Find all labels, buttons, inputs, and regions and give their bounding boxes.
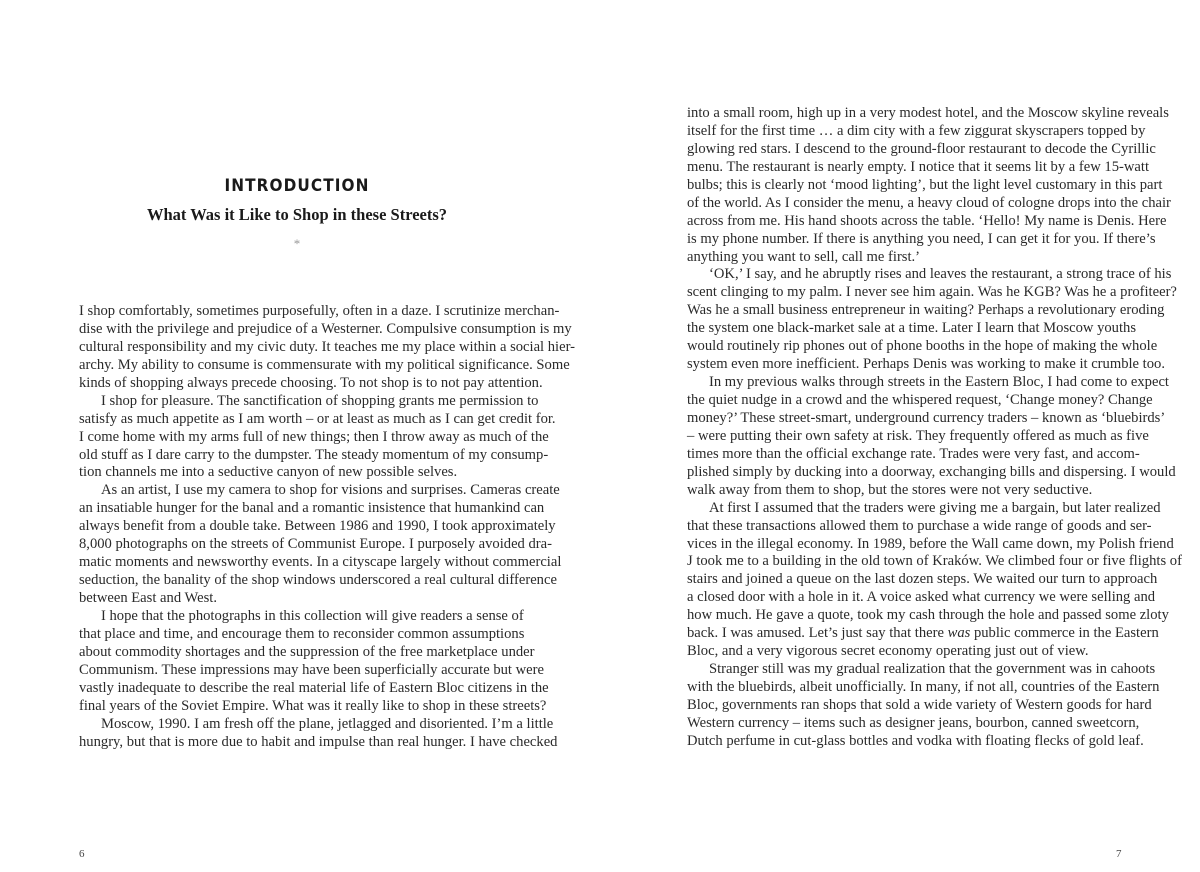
text-line: I come home with my arms full of new things; then I throw away as much of the (79, 428, 549, 445)
text-line: would routinely rip phones out of phone booths in the hope of making the whole (687, 338, 1158, 355)
text-line: At first I assumed that the traders were giving me a bargain, but later realized (709, 499, 1161, 516)
text-line: the quiet nudge in a crowd and the whispered request, ‘Change money? Change (687, 392, 1153, 408)
text-line: J took me to a building in the old town of Kraków. We climbed four or five flights of (687, 553, 1182, 570)
text-line: final years of the Soviet Empire. What was it really like to shop in these streets? (79, 697, 547, 714)
paragraph (79, 715, 558, 752)
text-line: about commodity shortages and the suppression of the free marketplace under (79, 643, 535, 660)
text-line: vices in the illegal economy. In 1989, before the Wall came down, my Polish friend (687, 535, 1174, 552)
emphasis: was (947, 625, 971, 642)
text-line: always benefit from a double take. Between 1986 and 1990, I took approximately (79, 518, 556, 535)
text-line: Bloc, governments ran shops that sold a wide variety of Western goods for hard (687, 696, 1152, 713)
paragraph (687, 499, 1182, 661)
paragraph (687, 105, 1171, 266)
text-line: seduction, the banality of the shop windows underscored a real cultural difference (79, 572, 557, 589)
paragraph (687, 266, 1177, 374)
paragraph (687, 661, 1160, 751)
paragraph (79, 303, 576, 393)
text-line: vastly inadequate to describe the real material life of Eastern Bloc citizens in the (79, 679, 549, 696)
text-line: – were putting their own safety at risk. They frequently offered as much as five (687, 427, 1149, 444)
right-body-text (687, 105, 1182, 751)
text-line: ‘OK,’ I say, and he abruptly rises and leaves the restaurant, a strong trace of his (709, 266, 1172, 283)
text-line: glowing red stars. I descend to the ground-floor restaurant to decode the Cyrillic (687, 140, 1156, 157)
text-line: tion channels me into a seductive canyon of new possible selves. (79, 464, 458, 481)
text-line: satisfy as much appetite as I am worth – or at least as much as I can get credit for. (79, 410, 556, 427)
text-line: is my phone number. If there is anything you need, I can get it for you. If there’s (687, 230, 1156, 247)
text-line: that these transactions allowed them to purchase a wide range of goods and ser- (687, 517, 1152, 534)
text-line: times more than the official exchange rate. Trades were very fast, and accom- (687, 445, 1140, 462)
chapter-title: INTRODUCTION (224, 176, 370, 196)
star-ornament-icon: * (293, 236, 301, 251)
text-line: In my previous walks through streets in the Eastern Bloc, I had come to expect (709, 374, 1169, 391)
text-line: Stranger still was my gradual realization that the government was in cahoots (709, 661, 1156, 678)
left-body-text (79, 303, 576, 751)
text-line: system even more inefficient. Perhaps Denis was working to make it crumble too. (687, 356, 1165, 373)
text-line: how much. He gave a quote, took my cash through the hole and passed some zloty (687, 607, 1169, 624)
text-line: matic moments and newsworthy events. In a cityscape largely without commercial (79, 554, 562, 571)
text-line: I shop for pleasure. The sanctification of shopping grants me permission to (101, 392, 539, 409)
chapter-subtitle: What Was it Like to Shop in these Streets? (146, 205, 448, 224)
right-page (600, 0, 1200, 872)
text-line: between East and West. (79, 590, 217, 606)
text-line: back. I was amused. Let’s just say that there was public commerce in the Eastern (687, 625, 1159, 642)
text-line: itself for the first time … a dim city with a few ziggurat skyscrapers topped by (687, 122, 1146, 139)
text-line: money?’ These street-smart, underground currency traders – known as ‘bluebirds’ (687, 409, 1166, 426)
page-number-right: 7 (1116, 848, 1122, 860)
text-line: old stuff as I dare carry to the dumpster. The steady momentum of my consump- (79, 446, 549, 463)
text-line: across from me. His hand shoots across the table. ‘Hello! My name is Denis. Here (687, 212, 1167, 229)
text-line: walk away from them to shop, but the stores were not very seductive. (687, 481, 1093, 498)
text-line: As an artist, I use my camera to shop for visions and surprises. Cameras create (101, 482, 560, 499)
text-line: plished simply by ducking into a doorway, exchanging bills and dispersing. I would (687, 463, 1176, 480)
paragraph (79, 607, 549, 716)
text-line: Communism. These impressions may have been superficially accurate but were (79, 661, 544, 678)
page-number-left: 6 (79, 848, 85, 860)
text-line: 8,000 photographs on the streets of Communist Europe. I purposely avoided dra- (79, 536, 552, 553)
text-line: I shop comfortably, sometimes purposefully, often in a daze. I scrutinize merchan- (79, 303, 560, 319)
text-line: kinds of shopping always precede choosing. To not shop is to not pay attention. (79, 374, 543, 391)
text-line: menu. The restaurant is nearly empty. I notice that it seems lit by a few 15-watt (687, 158, 1149, 175)
text-line: with the bluebirds, albeit unofficially. In many, if not all, countries of the Eastern (687, 679, 1160, 695)
text-line: scent clinging to my palm. I never see him again. Was he KGB? Was he a profiteer? (687, 284, 1177, 301)
text-line: Bloc, and a very vigorous secret economy operating just out of view. (687, 643, 1089, 660)
paragraph (79, 482, 562, 608)
text-line: Moscow, 1990. I am fresh off the plane, jetlagged and disoriented. I’m a little (101, 715, 554, 732)
text-line: anything you want to sell, call me first.’ (687, 248, 921, 265)
text-line: stairs and joined a queue on the last dozen steps. We waited our turn to approach (687, 571, 1158, 588)
text-line: hungry, but that is more due to habit and impulse than real hunger. I have checked (79, 733, 558, 750)
text-line: the system one black-market sale at a time. Later I learn that Moscow youths (687, 320, 1137, 337)
text-line: Dutch perfume in cut-glass bottles and vodka with floating flecks of gold leaf. (687, 732, 1144, 749)
text-line: cultural responsibility and my civic duty. It teaches me my place within a social hier- (79, 338, 576, 355)
paragraph (687, 374, 1176, 500)
text-line: that place and time, and encourage them to reconsider common assumptions (79, 625, 525, 642)
text-line: dise with the privilege and prejudice of a Westerner. Compulsive consumption is my (79, 320, 572, 337)
text-line: Was he a small business entrepreneur in waiting? Perhaps a revolutionary eroding (687, 302, 1165, 319)
text-line: a closed door with a hole in it. A voice asked what currency we were selling and (687, 589, 1156, 606)
text-line: I hope that the photographs in this collection will give readers a sense of (101, 607, 524, 624)
text-line: Western currency – items such as designer jeans, bourbon, canned sweetcorn, (687, 714, 1140, 731)
text-line: an insatiable hunger for the banal and a romantic insistence that humankind can (79, 500, 545, 517)
text-line: bulbs; this is clearly not ‘mood lighting’, but the light level customary in this part (687, 176, 1163, 193)
text-line: of the world. As I consider the menu, a heavy cloud of cologne drops into the chair (687, 194, 1171, 211)
text-line: into a small room, high up in a very modest hotel, and the Moscow skyline reveals (687, 105, 1169, 121)
text-line: archy. My ability to consume is commensurate with my political significance. Some (79, 356, 570, 373)
paragraph (79, 392, 556, 483)
